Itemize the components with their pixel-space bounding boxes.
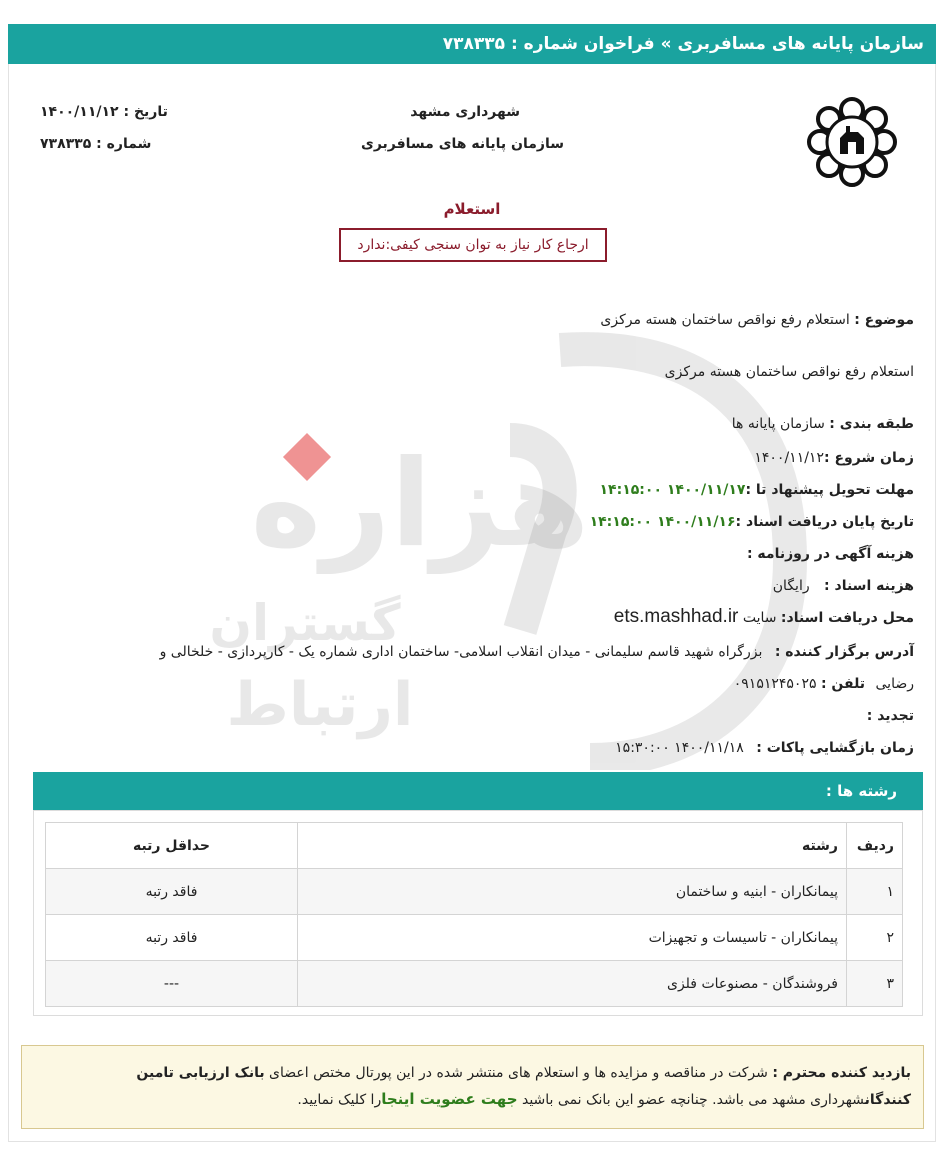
municipality-logo-icon (806, 96, 898, 188)
notice-text-2: شهرداری مشهد می باشد. چنانچه عضو این بانک نمی باشید (517, 1092, 865, 1108)
start-label: زمان شروع : (823, 450, 914, 466)
page-title: سازمان پایانه های مسافربری » فراخوان شماره : ۷۳۸۳۳۵ (442, 34, 924, 54)
deadline-value: ۱۴۰۰/۱۱/۱۷ ۱۴:۱۵:۰۰ (599, 482, 746, 498)
page-title-bar (8, 24, 936, 64)
notice-bank-name: بانک ارزیابی تامین کنندگان (136, 1065, 911, 1108)
doc-place-value: سایت (742, 610, 777, 626)
date-label: تاریخ : (123, 104, 168, 120)
table-row (46, 869, 903, 915)
subject-value: استعلام رفع نواقص ساختمان هسته مرکزی (600, 312, 850, 328)
column-header-index: ردیف (847, 823, 903, 869)
row-index: ۲ (847, 915, 903, 961)
doc-cost-label: هزینه اسناد : (824, 578, 914, 594)
doc-place-site-link[interactable]: ets.mashhad.ir (613, 606, 739, 627)
phone-value: ۰۹۱۵۱۲۴۵۰۲۵ (733, 676, 817, 692)
address-label: آدرس برگزار کننده : (774, 644, 914, 660)
address-phone-row (734, 676, 914, 692)
description: استعلام رفع نواقص ساختمان هسته مرکزی (664, 364, 914, 380)
table-row (46, 961, 903, 1007)
fields-table-container (33, 810, 923, 1016)
fields-section-header (33, 772, 923, 810)
deadline-label: مهلت تحویل پیشنهاد تا : (745, 482, 914, 498)
date-value: ۱۴۰۰/۱۱/۱۲ (40, 104, 119, 120)
category-row (732, 416, 914, 432)
row-rank: --- (46, 961, 298, 1007)
ad-cost-row (747, 546, 914, 562)
opening-label: زمان بازگشایی پاکات : (756, 740, 914, 756)
start-value: ۱۴۰۰/۱۱/۱۲ (754, 450, 824, 466)
address-value-2: رضایی (875, 676, 914, 692)
column-header-field: رشته (298, 823, 847, 869)
fields-section-title: رشته ها : (825, 782, 897, 800)
table-header-row (46, 823, 903, 869)
table-row (46, 915, 903, 961)
org-parent-name: شهرداری مشهد (410, 104, 520, 120)
row-index: ۳ (847, 961, 903, 1007)
doc-end-value: ۱۴۰۰/۱۱/۱۶ ۱۴:۱۵:۰۰ (589, 514, 736, 530)
doc-cost-value: رایگان (772, 578, 810, 594)
renewal-label: تجدید : (866, 708, 914, 724)
deadline-row (600, 482, 914, 498)
notice-text-1: شرکت در مناقصه و مزایده ها و استعلام های منتشر شده در این پورتال مختص اعضای (264, 1065, 773, 1081)
number-row (40, 136, 151, 152)
phone-label: تلفن : (820, 676, 866, 692)
row-field: پیمانکاران - ابنیه و ساختمان (298, 869, 847, 915)
number-value: ۷۳۸۳۳۵ (40, 136, 92, 152)
start-row (754, 450, 914, 466)
doc-end-row (590, 514, 914, 530)
date-row (40, 104, 168, 120)
address-value: بزرگراه شهید قاسم سلیمانی - میدان انقلاب اسلامی- ساختمان اداری شماره یک - کارپردازی - خلخالی و (159, 644, 763, 660)
doc-place-label: محل دریافت اسناد: (780, 610, 914, 626)
ad-cost-label: هزینه آگهی در روزنامه : (746, 546, 914, 562)
column-header-rank: حداقل رتبه (46, 823, 298, 869)
fields-table (45, 822, 903, 1007)
row-rank: فاقد رتبه (46, 915, 298, 961)
row-rank: فاقد رتبه (46, 869, 298, 915)
row-field: پیمانکاران - تاسیسات و تجهیزات (298, 915, 847, 961)
visitor-notice (21, 1045, 924, 1129)
subject-label: موضوع : (854, 312, 914, 328)
category-label: طبقه بندی : (829, 416, 914, 432)
doc-end-label: تاریخ پایان دریافت اسناد : (735, 514, 914, 530)
category-value: سازمان پایانه ها (731, 416, 825, 432)
opening-row (615, 740, 914, 756)
estelam-title: استعلام (443, 200, 501, 218)
renewal-row (867, 708, 914, 724)
number-label: شماره : (96, 136, 152, 152)
quality-assessment-box: ارجاع کار نیاز به توان سنجی کیفی:ندارد (339, 228, 607, 262)
row-field: فروشندگان - مصنوعات فلزی (298, 961, 847, 1007)
membership-link[interactable]: جهت عضویت اینجا (381, 1090, 518, 1108)
subject-row (600, 312, 914, 328)
doc-place-row (614, 606, 914, 628)
doc-cost-row (773, 578, 914, 594)
notice-lead: بازدید کننده محترم : (772, 1065, 911, 1081)
notice-text-3: را کلیک نمایید. (297, 1092, 382, 1108)
address-row (160, 644, 914, 660)
opening-value: ۱۴۰۰/۱۱/۱۸ ۱۵:۳۰:۰۰ (615, 740, 744, 756)
org-name: سازمان پایانه های مسافربری (361, 136, 564, 152)
row-index: ۱ (847, 869, 903, 915)
